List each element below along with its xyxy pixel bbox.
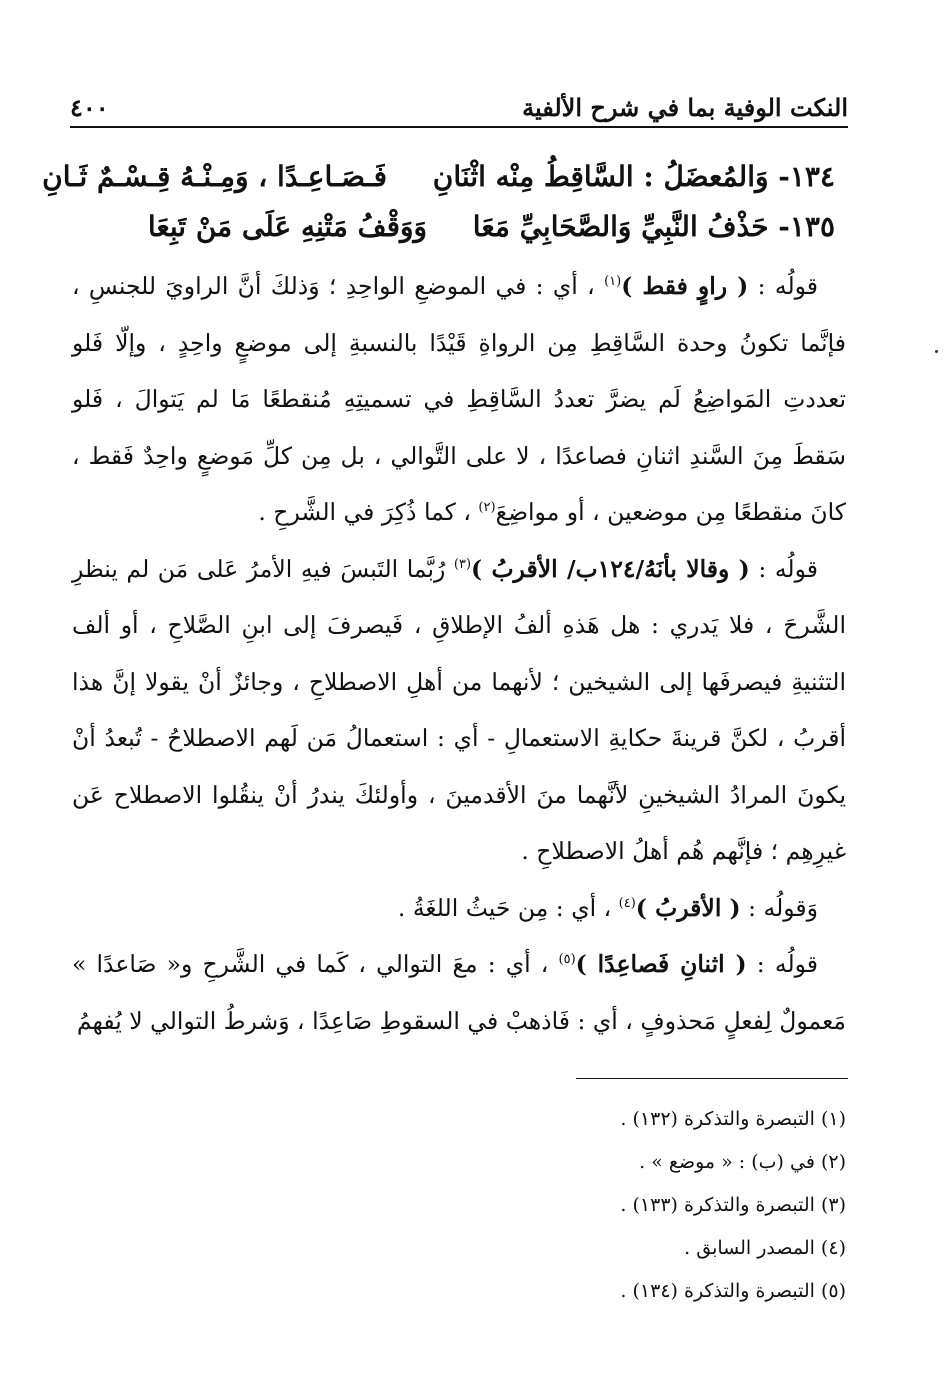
footnote-5: (٥) التبصرة والتذكرة (١٣٤) . [620, 1280, 846, 1302]
verse-135-second-hemistich: وَوَقْفُ مَتْنِهِ عَلَى مَنْ تَبِعَا [147, 210, 428, 243]
page-number: ٤٠٠ [70, 93, 109, 122]
footnote-1: (١) التبصرة والتذكرة (١٣٢) . [620, 1108, 846, 1130]
paragraph-intro: وَقولُه : [740, 893, 818, 922]
paragraph-text: رُبَّما التَبسَ فيهِ الأمرُ عَلى مَن لم ينظرِ الشَّرحَ ، فلا يَدري : هل هَذهِ ألفُ الإطلاقِ ، فَيصرفَ إلى ابنِ الصَّلاحِ ، أو ألف التثنيةِ فيصرفَها إلى الشيخين ؛ لأنهما من أهلِ الاصطلاحِ ، وجائزٌ أنْ يقولا إنَّ هذا أقربُ ، لكنَّ قرينةَ حكايةِ الاستعمالِ - أي : استعمالُ مَن لَهم الاصطلاحُ - تُبعدُ أنْ يكونَ المرادُ الشيخينِ لأنَّهما منَ الأقدمينَ ، وأولئكَ يندرُ أنْ ينقُلوا الاصطلاح عَن غيرِهِم ؛ فإنَّهم هُم أهلُ الاصطلاحِ . [72, 554, 846, 865]
footnote-2: (٢) في (ب) : « موضع » . [639, 1151, 846, 1173]
quoted-lemma: ( الأقربُ ) [635, 893, 741, 922]
footnote-marker-3[interactable]: (٣) [453, 556, 472, 572]
verse-134 [42, 157, 835, 197]
footnote-marker-1[interactable]: (١) [604, 274, 622, 290]
verse-134-second-hemistich: فَـصَـاعِـدًا ، وَمِـنْـهُ قِـسْـمٌ ثَـانِ [42, 160, 388, 193]
commentary-body [72, 258, 846, 1049]
verse-135-first-hemistich: ١٣٥- حَذْفُ النَّبِيِّ وَالصَّحَابِيِّ مَعَا [472, 210, 835, 243]
commentary-paragraph-3 [72, 880, 846, 937]
scan-margin-speck [935, 350, 938, 353]
paragraph-intro: قولُه : [746, 950, 818, 978]
paragraph-text: ، أي : في الموضعِ الواحِدِ ؛ وَذلكَ أنَّ الراويَ للجنسِ ، فإنَّما تكونُ وحدة السَّاقِطِ مِن الرواةِ قَيْدًا بالنسبةِ إلى موضعٍ واحِدٍ ، وإلّا فَلو تعددتِ المَواضِعُ لَم يضرَّ تعددُ السَّاقِطِ في تسميتِهِ مُنقطعًا مَا لم يَتوالَ ، فَلو سَقطَ مِنَ السَّندِ اثنانِ فصاعدًا ، لا على التَّوالي ، بل مِن كلِّ مَوضعٍ واحِدٌ فَقط ، كانَ منقطعًا مِن موضعين ، أو مواضِعَ [72, 272, 846, 526]
footnote-separator [576, 1078, 848, 1079]
page-header [70, 78, 848, 122]
commentary-paragraph-4 [72, 936, 846, 1049]
verse-134-first-hemistich: ١٣٤- وَالمُعضَلُ : السَّاقِطُ مِنْه اثْنَانِ [432, 160, 835, 193]
quoted-lemma: ( راوٍ فقط ) [621, 272, 749, 300]
running-title: النكت الوفية بما في شرح الألفية [522, 93, 848, 122]
paragraph-tail: ، كما ذُكِرَ في الشَّرحِ . [258, 498, 471, 526]
commentary-paragraph-2 [72, 541, 846, 880]
footnote-4: (٤) المصدر السابق . [684, 1237, 846, 1259]
footnote-marker-4[interactable]: (٤) [618, 895, 636, 911]
paragraph-intro: قولُه : [748, 272, 818, 300]
paragraph-text: ، أي : مِن حَيثُ اللغَةُ . [397, 893, 612, 922]
footnote-marker-5[interactable]: (٥) [558, 952, 576, 968]
footnotes-list [400, 1098, 846, 1313]
footnote-marker-2[interactable]: (٢) [478, 500, 496, 516]
verse-135 [95, 207, 835, 247]
header-rule [70, 126, 848, 128]
quoted-lemma: ( وقالا بأنَهُ/١٢٤ب/ الأقربُ ) [471, 554, 750, 583]
paragraph-text: ، أي : معَ التوالي ، كَما في الشَّرحِ و« صَاعدًا » مَعمولٌ لِفعلٍ مَحذوفٍ ، أي : فَاذهبْ في السقوطِ صَاعِدًا ، وَشرطُ التوالي لا يُفهمُ [72, 950, 846, 1035]
quoted-lemma: ( اثنانِ فَصاعِدًا ) [575, 950, 747, 978]
paragraph-intro: قولُه : [749, 554, 818, 583]
commentary-paragraph-1 [72, 258, 846, 541]
footnote-3: (٣) التبصرة والتذكرة (١٣٣) . [620, 1194, 846, 1216]
